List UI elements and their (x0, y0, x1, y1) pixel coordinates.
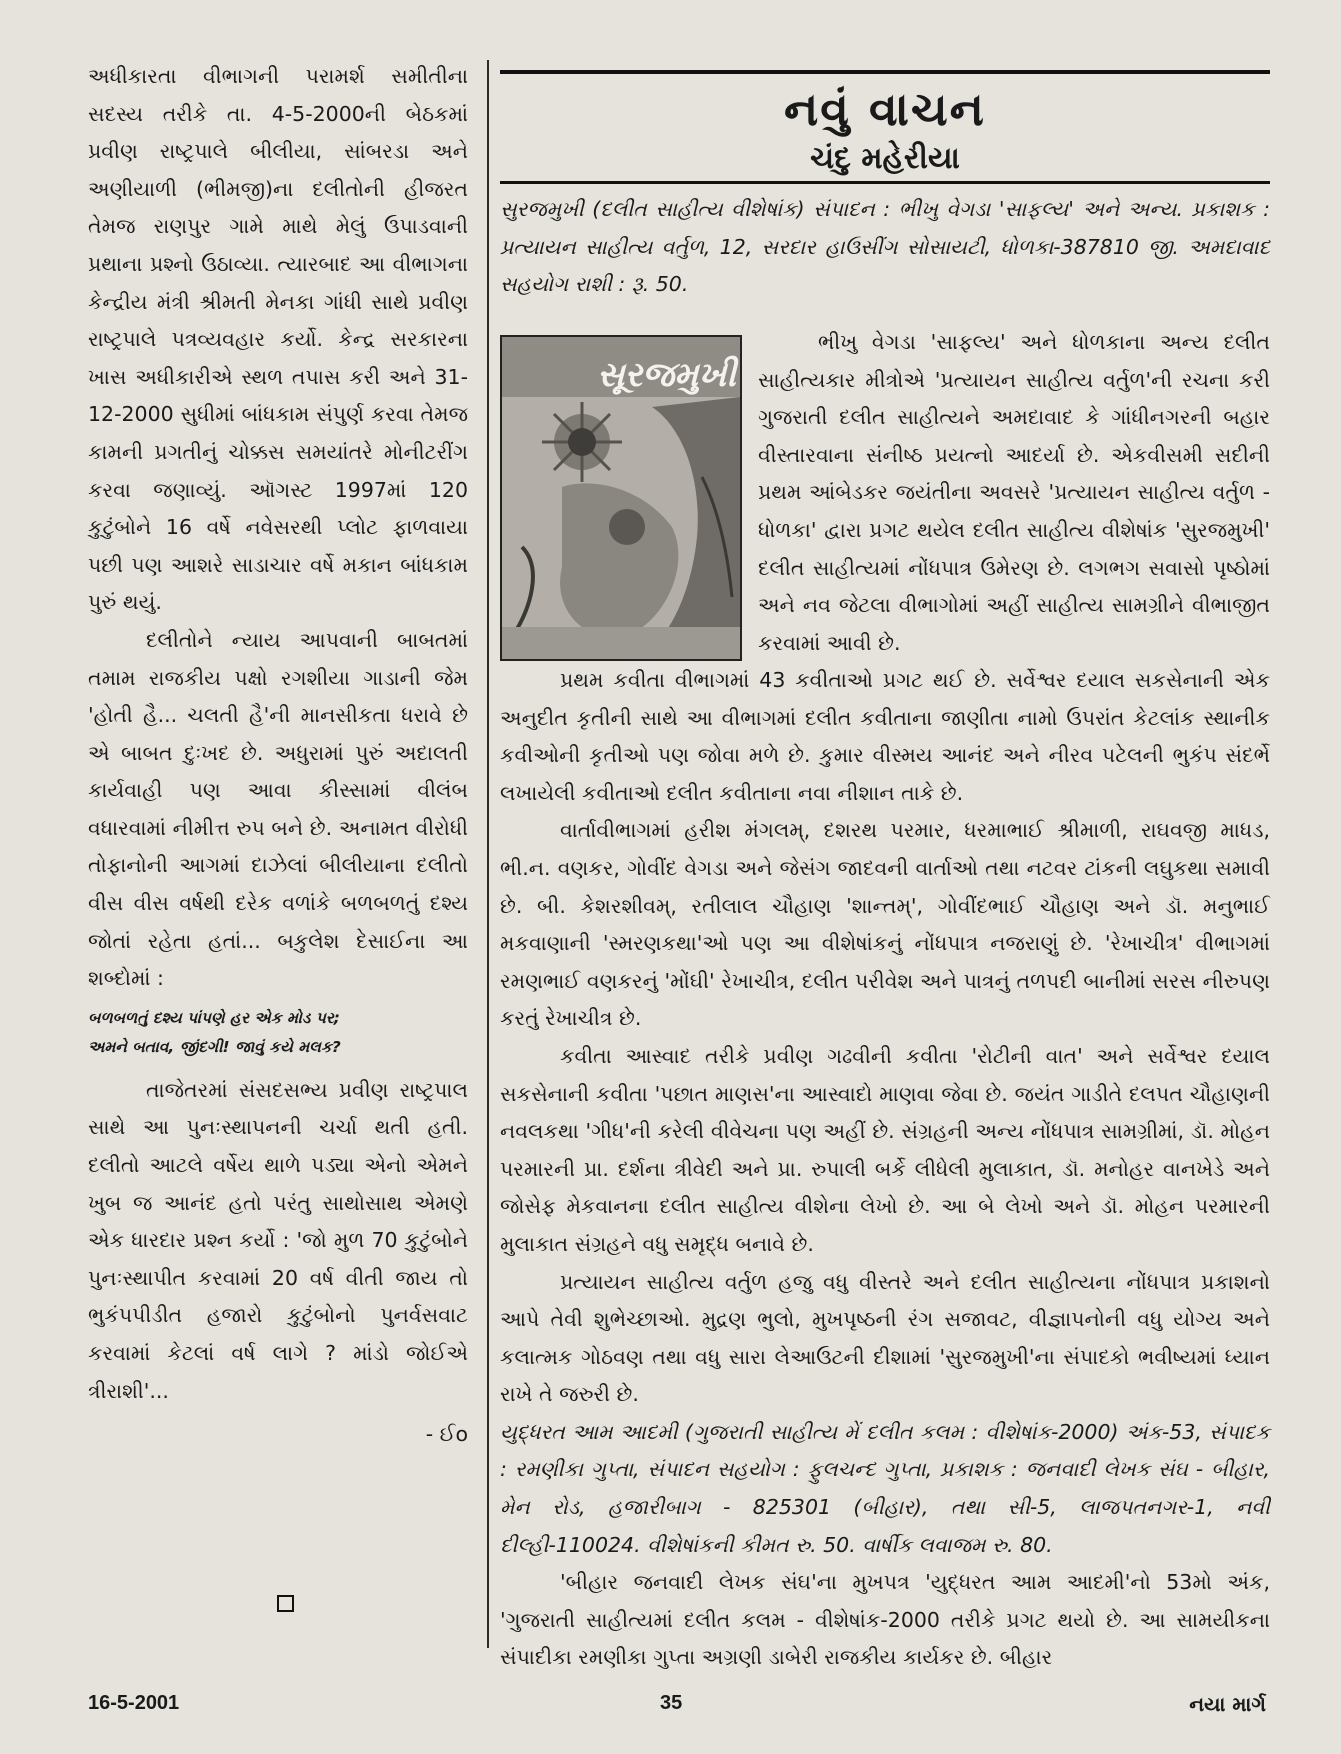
book-cover-image (500, 335, 742, 661)
header-rule-top (500, 70, 1270, 74)
review1-intro-block (758, 324, 1270, 662)
poem-line: અમને બતાવ, જીંદગી! જાવું કયે મલક? (88, 1037, 341, 1056)
left-column (88, 58, 468, 1638)
review2-paragraph: 'બીહાર જનવાદી લેખક સંઘ'ના મુખપત્ર 'યુદ્ધરત આમ આદમી'નો 53મો અંક, 'ગુજરાતી સાહીત્યમાં દલીત કલમ - વીશેષાંક-2000 તરીકે પ્રગટ થયો છે. આ સામયીકના સંપાદીકા રમણીકા ગુપ્તા અગ્રણી ડાબેરી રાજકીય કાર્યકર છે. બીહાર (500, 1570, 1270, 1670)
review1-intro-paragraph: ભીખુ વેગડા 'સાફલ્ય' અને ધોળકાના અન્ય દલીત સાહીત્યકાર મીત્રોએ 'પ્રત્યાયન સાહીત્ય વર્તુળ'ની રચના કરી ગુજરાતી દલીત સાહીત્યને અમદાવાદ કે ગાંધીનગરની બહાર વીસ્તારવાના સંનીષ્ઠ પ્રયત્નો આદર્યા છે. એકવીસમી સદીની પ્રથમ આંબેડકર જયંતીના અવસરે 'પ્રત્યાયન સાહીત્ય વર્તુળ - ધોળકા' દ્વારા પ્રગટ થયેલ દલીત સાહીત્ય વીશેષાંક 'સુરજમુખી' દલીત સાહીત્યમાં નોંધપાત્ર ઉમેરણ છે. લગભગ સવાસો પૃષ્ઠોમાં અને નવ જેટલા વીભાગોમાં અહીં સાહીત્ય સામગ્રીને વીભાજીત કરવામાં આવી છે. (758, 330, 1270, 655)
review1-bibliography-block (500, 191, 1270, 304)
magazine-name: નયા માર્ગ (1189, 1692, 1266, 1716)
review1-paragraph: પ્રથમ કવીતા વીભાગમાં 43 કવીતાઓ પ્રગટ થઈ છે. સર્વેશ્વર દયાલ સકસેનાની એક અનુદીત કૃતીની સાથે આ વીભાગમાં દલીત કવીતાના જાણીતા નામો ઉપરાંત કેટલાંક સ્થાનીક કવીઓની કૃતીઓ પણ જોવા મળે છે. કુમાર વીસ્મય આનંદ અને નીરવ પટેલની ભુકંપ સંદર્ભે લખાયેલી કવીતાઓ દલીત કવીતાના નવા નીશાન તાકે છે. (500, 668, 1270, 805)
review1-paragraph: કવીતા આસ્વાદ તરીકે પ્રવીણ ગઢવીની કવીતા 'રોટીની વાત' અને સર્વેશ્વર દયાલ સકસેનાની કવીતા 'પછાત માણસ'ના આસ્વાદો માણવા જેવા છે. જયંત ગાડીતે દલપત ચૌહાણની નવલકથા 'ગીધ'ની કરેલી વીવેચના પણ અહીં છે. સંગ્રહની અન્ય નોંધપાત્ર સામગ્રીમાં, ડૉ. મોહન પરમારની પ્રા. દર્શના ત્રીવેદી અને પ્રા. રુપાલી બર્કે લીધેલી મુલાકાત, ડૉ. મનોહર વાનખેડે અને જોસેફ મેકવાનના દલીત સાહીત્ય વીશેના લેખો છે. આ બે લેખો અને ડૉ. મોહન પરમારની મુલાકાત સંગ્રહને વધુ સમૃદ્ધ બનાવે છે. (500, 1043, 1270, 1256)
review1-body (500, 662, 1270, 1677)
right-column (500, 60, 1270, 1670)
section-title: નવું વાચન (784, 82, 986, 136)
author-name: ચંદુ મહેરીયા (810, 141, 960, 176)
end-mark-box (277, 1595, 294, 1612)
book-cover-title: સૂરજમુખી (597, 355, 736, 395)
page-number: 35 (660, 1692, 683, 1714)
review1-bibliography: સુરજમુખી (દલીત સાહીત્ય વીશેષાંક) સંપાદન : ભીખુ વેગડા 'સાફલ્ય' અને અન્ય. પ્રકાશક : પ્રત્યાયન સાહીત્ય વર્તુળ, 12, સરદાર હાઉસીંગ સોસાયટી, ધોળકા-387810 જી. અમદાવાદ સહયોગ રાશી : રૂ. 50. (500, 197, 1270, 297)
review1-paragraph: વાર્તાવીભાગમાં હરીશ મંગલમ્, દશરથ પરમાર, ધરમાભાઈ શ્રીમાળી, રાઘવજી માધડ, ભી.ન. વણકર, ગોવીંદ વેગડા અને જેસંગ જાદવની વાર્તાઓ તથા નટવર ટાંકની લઘુકથા સમાવી છે. બી. કેશરશીવમ્, રતીલાલ ચૌહાણ 'શાન્તમ્', ગોવીંદભાઈ ચૌહાણ અને ડૉ. મનુભાઈ મકવાણાની 'સ્મરણકથા'ઓ પણ આ વીશેષાંકનું નોંધપાત્ર નજરાણું છે. 'રેખાચીત્ર' વીભાગમાં રમણભાઈ વણકરનું 'મોંઘી' રેખાચીત્ર, દલીત પરીવેશ અને પાત્રનું તળપદી બાનીમાં સરસ નીરુપણ કરતું રેખાચીત્ર છે. (500, 818, 1270, 1031)
header-rule-bottom (500, 181, 1270, 184)
left-paragraph-1: અધીકારતા વીભાગની પરામર્શ સમીતીના સદસ્ય તરીકે તા. 4-5-2000ની બેઠકમાં પ્રવીણ રાષ્ટ્રપાલે બીલીયા, સાંબરડા અને અણીયાળી (ભીમજી)ના દલીતોની હીજરત તેમજ રાણપુર ગામે માથે મેલું ઉપાડવાની પ્રથાના પ્રશ્નો ઉઠાવ્યા. ત્યારબાદ આ વીભાગના કેન્દ્રીય મંત્રી શ્રીમતી મેનકા ગાંધી સાથે પ્રવીણ રાષ્ટ્રપાલે પત્રવ્યવહાર કર્યો. કેન્દ્ર સરકારના ખાસ અધીકારીએ સ્થળ તપાસ કરી અને 31-12-2000 સુધીમાં બાંધકામ સંપુર્ણ કરવા તેમજ કામની પ્રગતીનું ચોક્કસ સમયાંતરે મોનીટરીંગ કરવા જણાવ્યું. ઑગસ્ટ 1997માં 120 કુટુંબોને 16 વર્ષે નવેસરથી પ્લોટ ફાળવાયા પછી પણ આશરે સાડાચાર વર્ષે મકાન બાંધકામ પુરું થયું. (88, 64, 468, 615)
signature: - ઈo (425, 1422, 468, 1447)
left-paragraph-2: દલીતોને ન્યાય આપવાની બાબતમાં તમામ રાજકીય પક્ષો રગશીયા ગાડાની જેમ 'હોતી હૈ... ચલતી હૈ'ની માનસીકતા ધરાવે છે એ બાબત દુઃખદ છે. અધુરામાં પુરું અદાલતી કાર્યવાહી પણ આવા કીસ્સામાં વીલંબ વધારવામાં નીમીત્ત રુપ બને છે. અનામત વીરોધી તોફાનોની આગમાં દાઝેલાં બીલીયાના દલીતો વીસ વીસ વર્ષથી દરેક વળાંકે બળબળતું દશ્ય જોતાં રહેતા હતાં... બકુલેશ દેસાઈના આ શબ્દોમાં : (88, 627, 468, 991)
poem-quote (88, 1004, 468, 1062)
review2-bibliography: યુદ્ધરત આમ આદમી (ગુજરાતી સાહીત્ય મેં દલીત કલમ : વીશેષાંક-2000) અંક-53, સંપાદક : રમણીકા ગુપ્તા, સંપાદન સહયોગ : ફુલચન્દ ગુપ્તા, પ્રકાશક : જનવાદી લેખક સંઘ - બીહાર, મેન રોડ, હજારીબાગ - 825301 (બીહાર), તથા સી-5, લાજપતનગર-1, નવી દીલ્હી-110024. વીશેષાંકની કીમત રુ. 50. વાર્ષીક લવાજમ રુ. 80. (500, 1419, 1270, 1557)
left-paragraph-3: તાજેતરમાં સંસદસભ્ય પ્રવીણ રાષ્ટ્રપાલ સાથે આ પુનઃસ્થાપનની ચર્ચા થતી હતી. દલીતો આટલે વર્ષેય થાળે પડ્યા એનો એમને ખુબ જ આનંદ હતો પરંતુ સાથોસાથ એમણે એક ધારદાર પ્રશ્ન કર્યો : 'જો મુળ 70 કુટુંબોને પુનઃસ્થાપીત કરવામાં 20 વર્ષ વીતી જાય તો ભુકંપપીડીત હજારો કુટુંબોનો પુનર્વસવાટ કરવામાં કેટલાં વર્ષ લાગે ? માંડો જોઈએ ત્રીરાશી'... (88, 1077, 468, 1403)
footer-date: 16-5-2001 (88, 1692, 180, 1714)
review1-paragraph: પ્રત્યાયન સાહીત્ય વર્તુળ હજુ વધુ વીસ્તરે અને દલીત સાહીત્યના નોંધપાત્ર પ્રકાશનો આપે તેવી શુભેચ્છાઓ. મુદ્રણ ભુલો, મુખપૃષ્ઠની રંગ સજાવટ, વીજ્ઞાપનોની વધુ યોગ્ય અને કલાત્મક ગોઠવણ તથા વધુ સારા લેઆઉટની દીશામાં 'સુરજમુખી'ના સંપાદકો ભવીષ્યમાં ધ્યાન રાખે તે જરુરી છે. (500, 1269, 1270, 1407)
column-divider (487, 60, 489, 1648)
poem-line: બળબળતું દશ્ય પાંપણે હર એક મોડ પર; (88, 1008, 340, 1027)
